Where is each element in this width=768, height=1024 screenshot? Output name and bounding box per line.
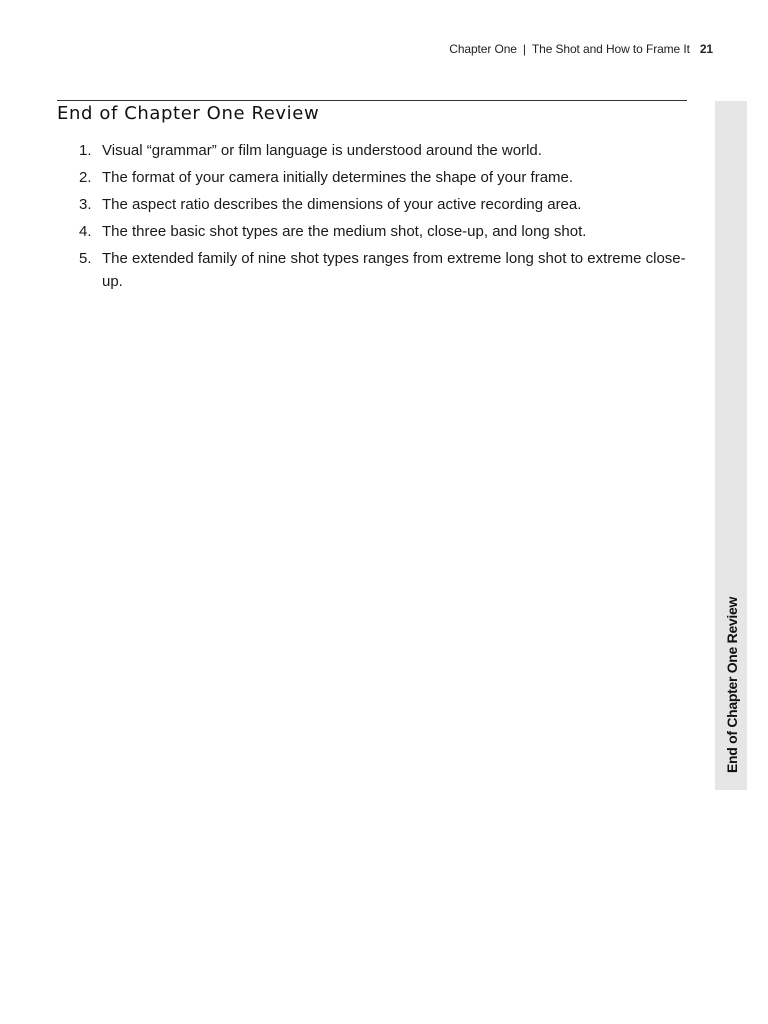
header-chapter-title: The Shot and How to Frame It: [531, 42, 690, 56]
list-item-number: 2.: [79, 169, 92, 186]
running-header: [449, 42, 713, 56]
list-item-text: The format of your camera initially determines the shape of your frame.: [102, 169, 574, 186]
list-item-number: 1.: [79, 142, 92, 159]
list-item: [57, 139, 691, 162]
side-tab-label: End of Chapter One Review: [724, 596, 740, 773]
list-item: [57, 193, 691, 216]
list-item: [57, 166, 691, 189]
page-number: 21: [699, 42, 713, 56]
list-item-text: The extended family of nine shot types ranges from extreme long shot to extreme close-up.: [102, 250, 686, 290]
list-item: [57, 247, 691, 293]
section-title: End of Chapter One Review: [57, 103, 320, 124]
list-item-number: 3.: [79, 196, 92, 213]
list-item-text: The three basic shot types are the medium shot, close-up, and long shot.: [102, 223, 587, 240]
list-item-text: The aspect ratio describes the dimensions of your active recording area.: [102, 196, 582, 213]
list-item-text: Visual “grammar” or film language is understood around the world.: [102, 142, 542, 159]
review-list: [57, 139, 691, 297]
list-item: [57, 220, 691, 243]
section-rule: [57, 100, 687, 101]
header-chapter: Chapter One: [449, 42, 517, 56]
header-separator: |: [522, 42, 526, 56]
list-item-number: 4.: [79, 223, 92, 240]
list-item-number: 5.: [79, 250, 92, 267]
